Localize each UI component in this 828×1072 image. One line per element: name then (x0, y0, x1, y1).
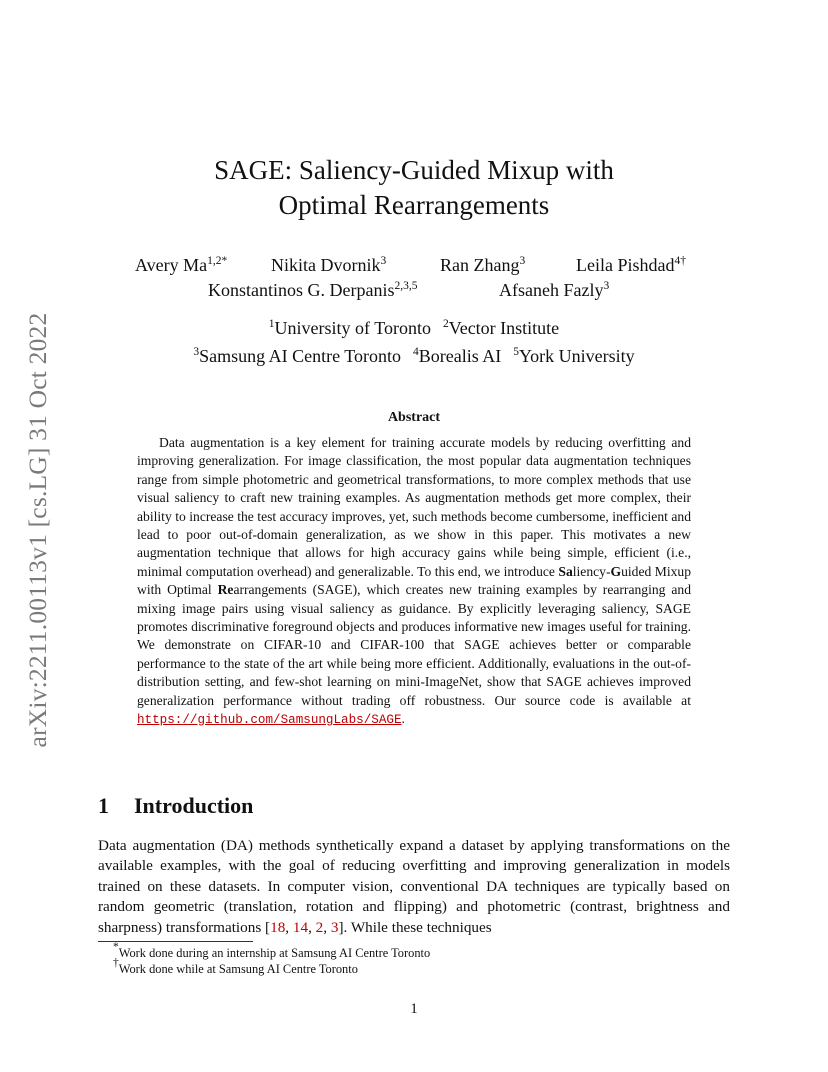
author: Leila Pishdad$^{4\dagger}$ (576, 255, 686, 275)
citation-link[interactable]: 14 (292, 918, 309, 936)
citation-link[interactable]: 18 (270, 918, 286, 936)
affiliation: York University (518, 346, 635, 366)
author: Nikita Dvornik$^3$ (271, 255, 387, 275)
section-heading (98, 793, 253, 819)
citation-link[interactable]: 3 (330, 918, 339, 936)
footnote-rule (98, 941, 253, 942)
affiliations-line-1: $^1$University of Toronto $^2$Vector Institute (268, 318, 560, 338)
arxiv-side-stamp: arXiv:2211.00113v1 [cs.LG] 31 Oct 2022 (23, 312, 52, 748)
affiliation: Vector Institute (448, 318, 560, 338)
page-number: 1 (410, 1001, 418, 1017)
abstract-text: Data augmentation is a key element for training accurate models by reducing overfitting and improving generalization. For image classification, the most popular data augmentation techniques range from simple photometric and geometrical transformations, to more complex methods that use visual saliency to craft new training examples. As augmentation methods get more complex, their ability to increase the test accuracy improves, yet, such methods become cumbersome, inefficient and lead to poor out-of-domain generalization, as we show in this paper. This motivates a new augmentation technique that allows for high accuracy gains while being simple, efficient (i.e., minimal computation overhead) and generalizable. To this end, we introduce Saliency-Guided Mixup with Optimal Rearrangements (SAGE), which creates new training examples by rearranging and mixing image pairs using visual saliency as guidance. By explicitly leveraging saliency, SAGE promotes discriminative foreground objects and produces informative new images useful for training. We demonstrate on CIFAR-10 and CIFAR-100 that SAGE achieves better or comparable performance to the state of the art while being more efficient. Additionally, evaluations in the out-of-distribution setting, and few-shot learning on mini-ImageNet, show that SAGE achieves improved generalization performance without trading off robustness. Our source code is available at https://github.com/SamsungLabs/SAGE. (137, 435, 691, 728)
title-line-1: SAGE: Saliency-Guided Mixup with (214, 155, 614, 185)
affiliation: University of Toronto (274, 318, 431, 338)
section-number: 1 (98, 793, 109, 818)
introduction-text: Data augmentation (DA) methods synthetically expand a dataset by applying transformations on the available examples, with the goal of reducing overfitting and improving generalization in models trained on these datasets. In computer vision, conventional DA techniques are typically based on random geometric (translation, rotation and flipping) and photometric (contrast, brightness and sharpness) transformations [18, 14, 2, 3]. While these techniques (98, 837, 730, 936)
abstract-heading: Abstract (387, 410, 441, 425)
affiliation: Samsung AI Centre Toronto (199, 346, 401, 366)
affiliations-line-2: $^3$Samsung AI Centre Toronto $^4$Borealis AI $^5$York University (193, 346, 635, 366)
footnote: *Work done during an internship at Samsung AI Centre Toronto (113, 941, 431, 960)
author: Avery $Ma^{1,2*}$ (135, 255, 228, 275)
author: Afsaneh Fazly$^3$ (499, 280, 610, 300)
author: Ran Zhang$^3$ (440, 255, 526, 275)
footnote: †Work done while at Samsung AI Centre Toronto (113, 957, 358, 976)
affiliation: Borealis AI (418, 346, 502, 366)
section-title: Introduction (134, 793, 254, 818)
source-code-link[interactable]: https://github.com/SamsungLabs/SAGE (137, 713, 402, 728)
title-line-2: Optimal Rearrangements (278, 190, 550, 220)
paper-title (100, 153, 728, 223)
author: Konstantinos G. Derpanis$^{2,3,5}$ (208, 280, 418, 300)
citation-link[interactable]: 2 (315, 918, 324, 936)
